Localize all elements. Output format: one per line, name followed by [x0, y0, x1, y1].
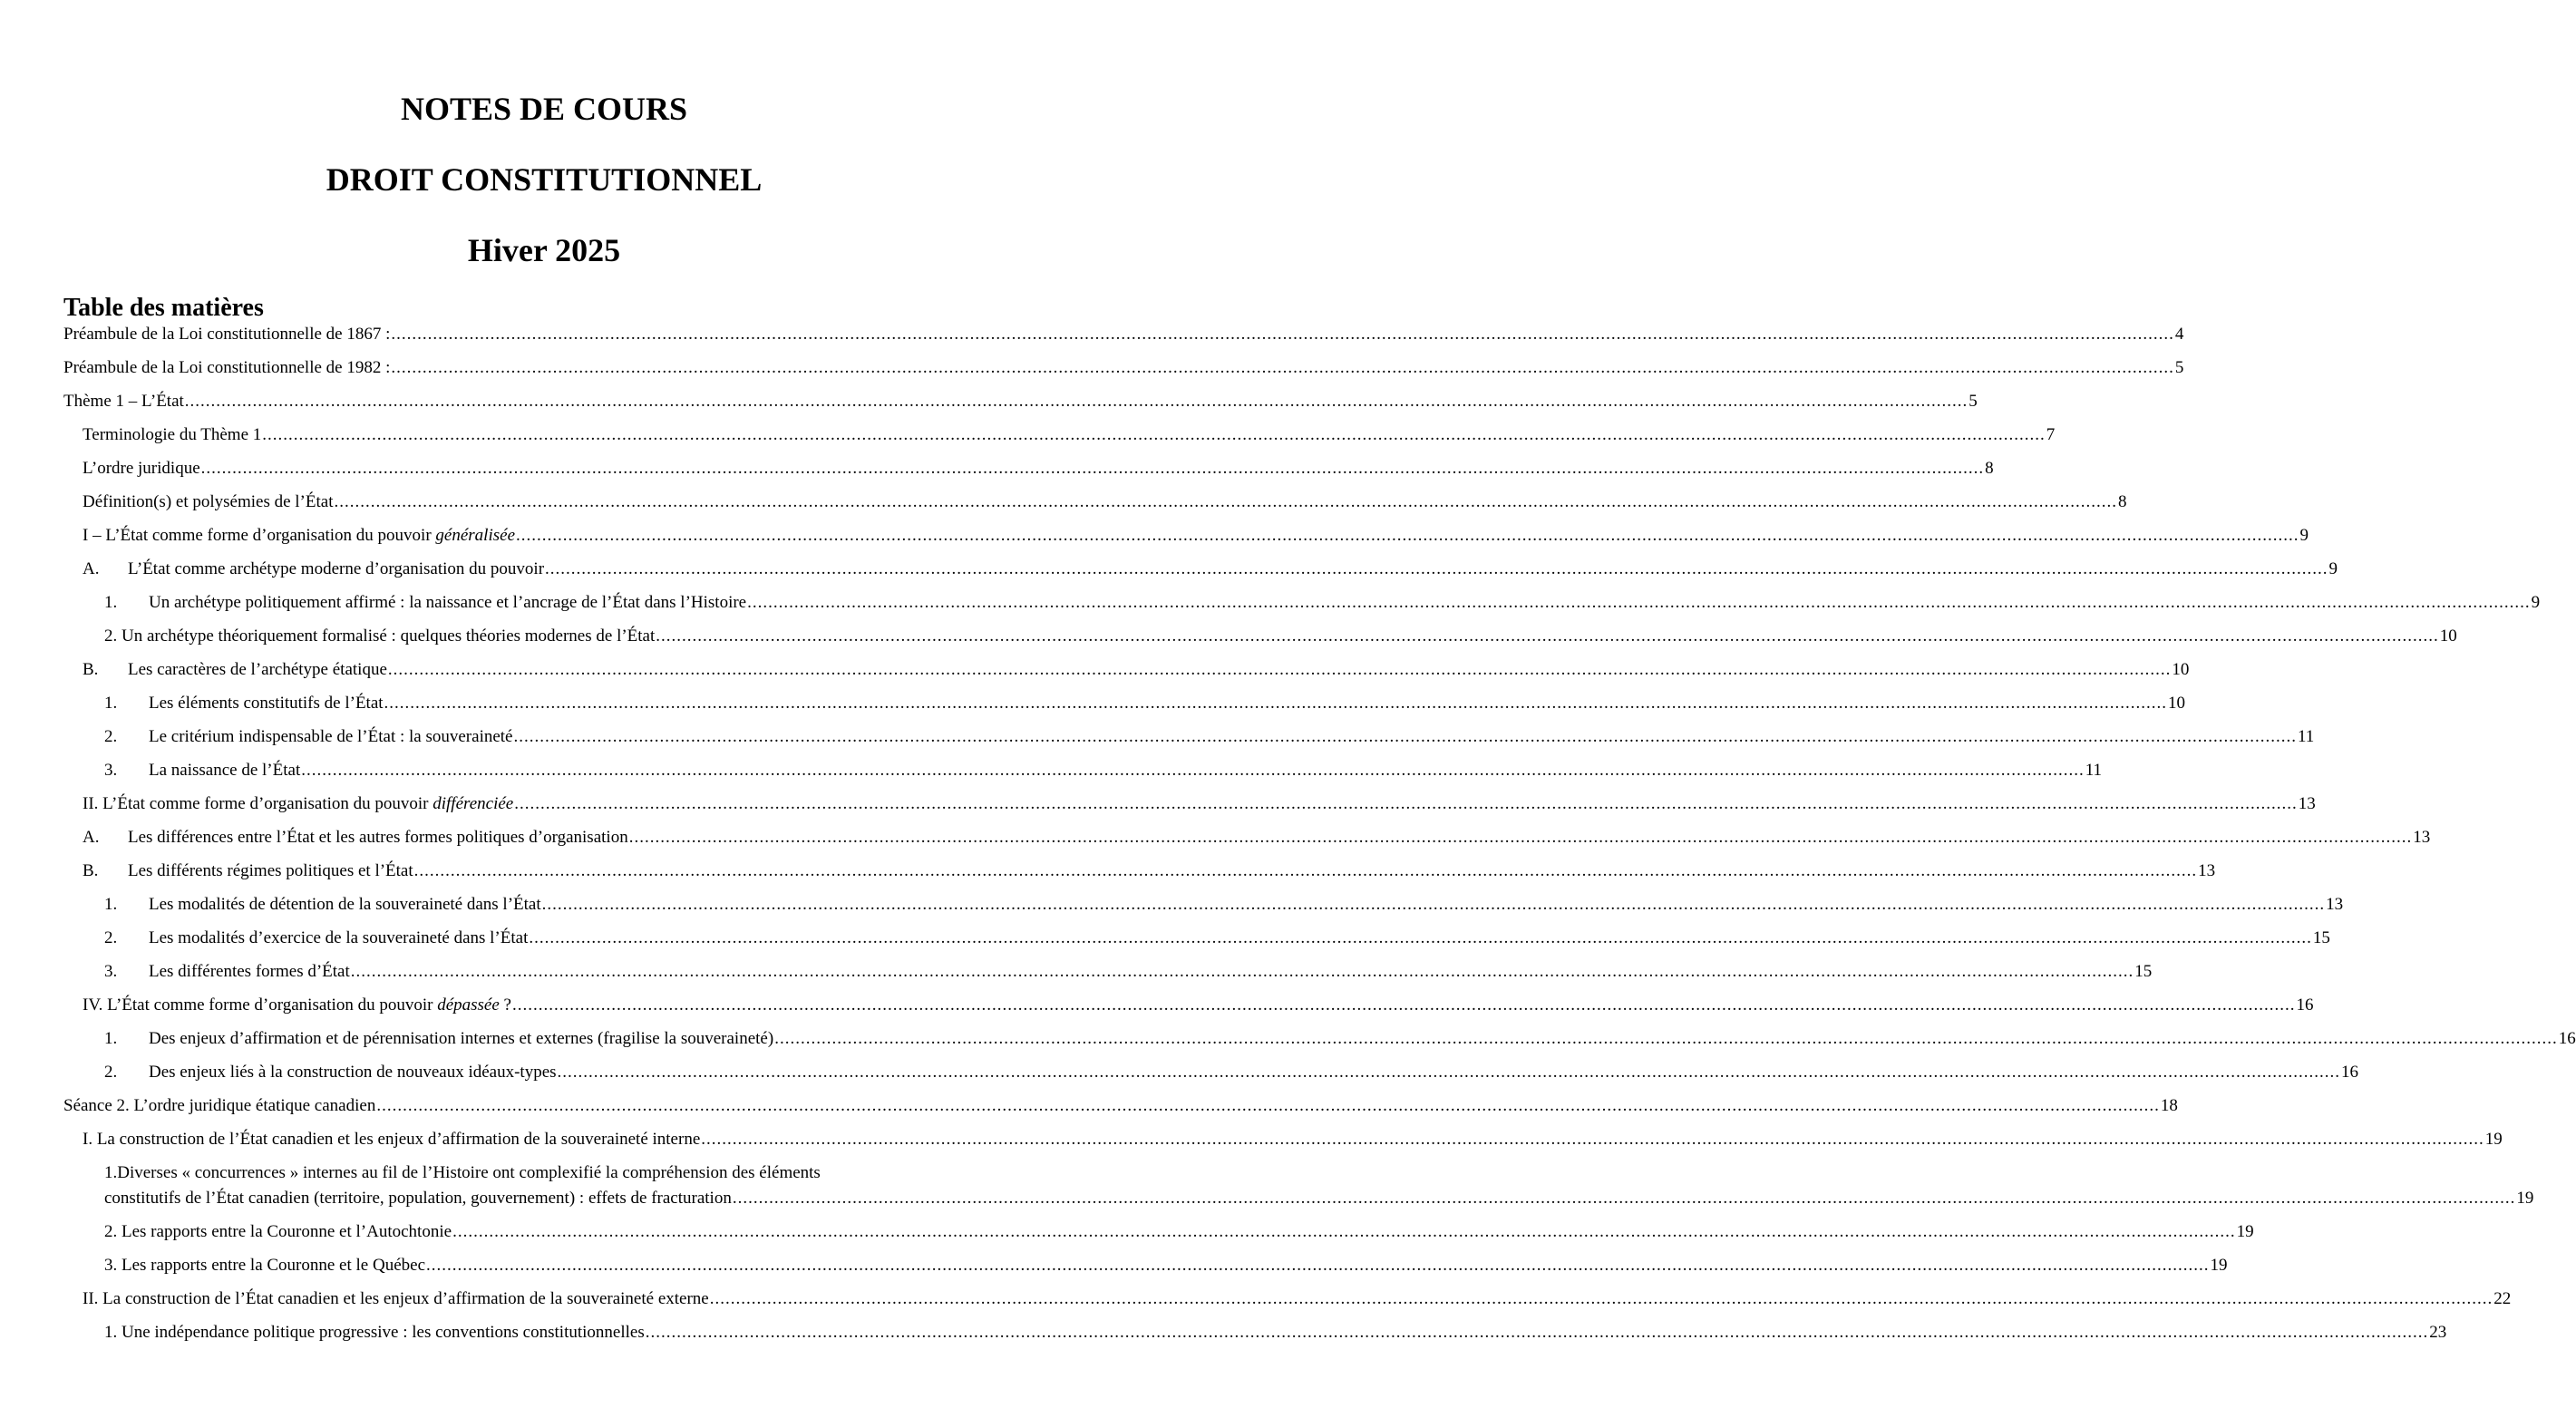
toc-entry-title-line1: 1.Diverses « concurrences » internes au fil de l’Histoire ont complexifié la compréhension des éléments [104, 1163, 821, 1182]
toc-entry-number: 3. [104, 761, 118, 780]
toc-entry[interactable] [0, 758, 2103, 783]
doc-title-notes: NOTES DE COURS [400, 91, 688, 127]
toc-leader-dots [514, 791, 2298, 817]
toc-page-number: 15 [2312, 928, 2330, 947]
toc-page-number: 13 [2298, 794, 2316, 813]
toc-entry[interactable] [0, 590, 2541, 616]
toc-page-number: 16 [2341, 1063, 2359, 1082]
toc-entry-title [83, 523, 515, 549]
toc-page-number: 19 [2210, 1256, 2228, 1275]
toc-entry[interactable] [0, 859, 2216, 884]
toc-page-number: 18 [2160, 1096, 2178, 1115]
toc-entry-title-emphasis: généralisée [435, 526, 515, 545]
toc-entry-title: Les modalités de détention de la souveraineté dans l’État [149, 895, 541, 914]
toc-leader-dots [701, 1127, 2484, 1152]
doc-title-course: DROIT CONSTITUTIONNEL [326, 161, 763, 198]
toc-page-number: 10 [2439, 626, 2457, 646]
toc-entry[interactable] [0, 557, 2338, 582]
toc-entry[interactable] [0, 1219, 2254, 1245]
toc-page-number: 13 [2326, 895, 2344, 914]
toc-entry[interactable] [0, 892, 2344, 918]
toc-leader-dots [733, 1186, 2516, 1211]
toc-entry-title: Le critérium indispensable de l’État : la souveraineté [149, 727, 513, 746]
toc-entry[interactable] [0, 422, 2056, 448]
toc-leader-dots [185, 389, 1968, 414]
toc-page-number: 11 [2298, 727, 2315, 746]
toc-page-number: 10 [2172, 660, 2190, 679]
toc-page-number: 8 [1985, 459, 1994, 478]
toc-leader-dots [558, 1060, 2341, 1085]
toc-entry-title-suffix: ? [499, 995, 511, 1015]
toc-entry[interactable] [0, 322, 2184, 347]
toc-entry[interactable] [0, 1026, 2576, 1052]
toc-entry-title: Les caractères de l’archétype étatique [128, 660, 387, 679]
toc-leader-dots [426, 1253, 2210, 1278]
toc-entry-number: 2. [104, 928, 118, 947]
toc-page-number: 15 [2134, 962, 2153, 981]
toc-entry-line2 [104, 1186, 2534, 1211]
toc-entry-title: La naissance de l’État [149, 761, 301, 780]
toc-entry[interactable] [0, 1160, 2534, 1211]
toc-entry[interactable] [0, 691, 2186, 716]
toc-entry[interactable] [0, 1287, 2512, 1312]
toc-entry[interactable] [0, 993, 2314, 1018]
toc-entry[interactable] [0, 456, 1994, 481]
toc-leader-dots [646, 1320, 2429, 1345]
toc-entry-title: Les différents régimes politiques et l’État [128, 861, 413, 880]
toc-entry[interactable] [0, 389, 1978, 414]
toc-entry[interactable] [0, 959, 2153, 985]
toc-entry[interactable] [0, 1127, 2503, 1152]
toc-entry[interactable] [0, 624, 2457, 649]
toc-leader-dots [351, 959, 2134, 985]
toc-leader-dots [376, 1093, 2160, 1119]
toc-entry-number: B. [83, 660, 99, 679]
toc-entry-number: A. [83, 559, 100, 578]
doc-title-term: Hiver 2025 [467, 232, 621, 268]
toc-entry-title: II. La construction de l’État canadien et les enjeux d’affirmation de la souveraineté externe [83, 1289, 709, 1308]
toc-page-number: 11 [2085, 761, 2103, 780]
toc-leader-dots [774, 1026, 2558, 1052]
toc-page-number: 23 [2429, 1323, 2447, 1342]
toc-entry-number: B. [83, 861, 99, 880]
toc-entry-title: Un archétype politiquement affirmé : la naissance et l’ancrage de l’État dans l’Histoire [149, 593, 747, 612]
toc-entry-title: Des enjeux d’affirmation et de pérennisation internes et externes (fragilise la souveraineté) [149, 1029, 774, 1048]
toc-leader-dots [262, 422, 2046, 448]
toc-entry-title: 2. Les rapports entre la Couronne et l’Autochtonie [104, 1222, 452, 1241]
toc-entry-title: Thème 1 – L’État [63, 392, 184, 411]
toc-page-number: 9 [2531, 593, 2541, 612]
toc-page-number: 19 [2236, 1222, 2254, 1241]
toc-entry[interactable] [0, 724, 2315, 750]
toc-leader-dots [710, 1287, 2493, 1312]
toc-leader-dots [384, 691, 2168, 716]
toc-page-number: 19 [2516, 1189, 2534, 1208]
toc-entry-title: Les éléments constitutifs de l’État [149, 694, 384, 713]
toc-entry-title: Séance 2. L’ordre juridique étatique canadien [63, 1096, 376, 1115]
toc-entry-title: 1. Une indépendance politique progressive : les conventions constitutionnelles [104, 1323, 645, 1342]
toc-leader-dots [388, 657, 2172, 683]
toc-entry-title-main: IV. L’État comme forme d’organisation du pouvoir [83, 995, 438, 1015]
toc-page-number: 9 [2299, 526, 2309, 545]
toc-entry-title: Définition(s) et polysémies de l’État [83, 492, 334, 511]
toc-entry-title-emphasis: différenciée [433, 794, 514, 813]
toc-entry-number: 1. [104, 694, 118, 713]
toc-entry-title: 3. Les rapports entre la Couronne et le Québec [104, 1256, 426, 1275]
toc-entry[interactable] [0, 825, 2431, 850]
toc-page-number: 5 [2174, 358, 2184, 377]
toc-page-number: 16 [2558, 1029, 2576, 1048]
toc-leader-dots [516, 523, 2299, 549]
toc-leader-dots [542, 892, 2326, 918]
toc-page-number: 13 [2413, 828, 2431, 847]
toc-entry[interactable] [0, 490, 2127, 515]
toc-entry-title: Les différences entre l’État et les autres formes politiques d’organisation [128, 828, 628, 847]
toc-leader-dots [545, 557, 2328, 582]
toc-entry-title [83, 791, 513, 817]
toc-entry-title-main: II. L’État comme forme d’organisation du pouvoir [83, 794, 433, 813]
toc-entry-title: Terminologie du Thème 1 [83, 425, 262, 444]
toc-entry-title: L’ordre juridique [83, 459, 200, 478]
title-block [0, 83, 1088, 296]
toc-entry[interactable] [0, 1060, 2359, 1085]
toc-page-number: 19 [2484, 1130, 2503, 1149]
toc-entry-number: 3. [104, 962, 118, 981]
toc-leader-dots [334, 490, 2117, 515]
toc-entry-title: Préambule de la Loi constitutionnelle de 1867 : [63, 325, 391, 344]
toc-page-number: 4 [2174, 325, 2184, 344]
toc-leader-dots [301, 758, 2085, 783]
toc-page-number: 5 [1968, 392, 1978, 411]
table-of-contents [0, 322, 2576, 1354]
toc-entry-title [83, 993, 511, 1018]
toc-leader-dots [629, 825, 2413, 850]
toc-entry-number: 2. [104, 1063, 118, 1082]
toc-entry-title: 2. Un archétype théoriquement formalisé : quelques théories modernes de l’État [104, 626, 656, 646]
toc-leader-dots [514, 724, 2298, 750]
toc-page-number: 10 [2168, 694, 2186, 713]
toc-entry[interactable] [0, 1093, 2178, 1119]
toc-entry-number: 2. [104, 727, 118, 746]
toc-entry-title: constitutifs de l’État canadien (territoire, population, gouvernement) : effets de fracturation [104, 1189, 732, 1208]
toc-page-number: 16 [2296, 995, 2314, 1015]
toc-entry-title: Préambule de la Loi constitutionnelle de 1982 : [63, 358, 391, 377]
toc-entry[interactable] [0, 657, 2190, 683]
toc-entry-title: Les modalités d’exercice de la souveraineté dans l’État [149, 928, 529, 947]
toc-page-number: 7 [2046, 425, 2056, 444]
toc-entry[interactable] [0, 926, 2330, 951]
toc-entry-title-emphasis: dépassée [437, 995, 500, 1015]
toc-entry-number: 1. [104, 1029, 118, 1048]
toc-entry-title-main: I – L’État comme forme d’organisation du pouvoir [83, 526, 436, 545]
toc-page-number: 9 [2328, 559, 2338, 578]
toc-entry[interactable] [0, 523, 2309, 549]
toc-entry[interactable] [0, 355, 2184, 381]
toc-entry[interactable] [0, 1253, 2228, 1278]
toc-entry-title: I. La construction de l’État canadien et les enjeux d’affirmation de la souveraineté interne [83, 1130, 701, 1149]
toc-entry-title: L’État comme archétype moderne d’organisation du pouvoir [128, 559, 545, 578]
toc-entry-number: 1. [104, 593, 118, 612]
toc-entry[interactable] [0, 1320, 2447, 1345]
toc-heading: Table des matières [63, 294, 264, 322]
toc-entry[interactable] [0, 791, 2316, 817]
toc-leader-dots [414, 859, 2198, 884]
toc-leader-dots [747, 590, 2531, 616]
toc-leader-dots [452, 1219, 2236, 1245]
toc-page-number: 22 [2493, 1289, 2512, 1308]
toc-entry-number: A. [83, 828, 100, 847]
toc-leader-dots [201, 456, 1985, 481]
toc-page-number: 8 [2117, 492, 2127, 511]
toc-page-number: 13 [2198, 861, 2216, 880]
toc-leader-dots [656, 624, 2439, 649]
toc-leader-dots [391, 355, 2174, 381]
toc-leader-dots [391, 322, 2174, 347]
toc-entry-number: 1. [104, 895, 118, 914]
toc-leader-dots [512, 993, 2296, 1018]
toc-leader-dots [529, 926, 2312, 951]
toc-entry-title: Les différentes formes d’État [149, 962, 350, 981]
toc-entry-title: Des enjeux liés à la construction de nouveaux idéaux-types [149, 1063, 557, 1082]
